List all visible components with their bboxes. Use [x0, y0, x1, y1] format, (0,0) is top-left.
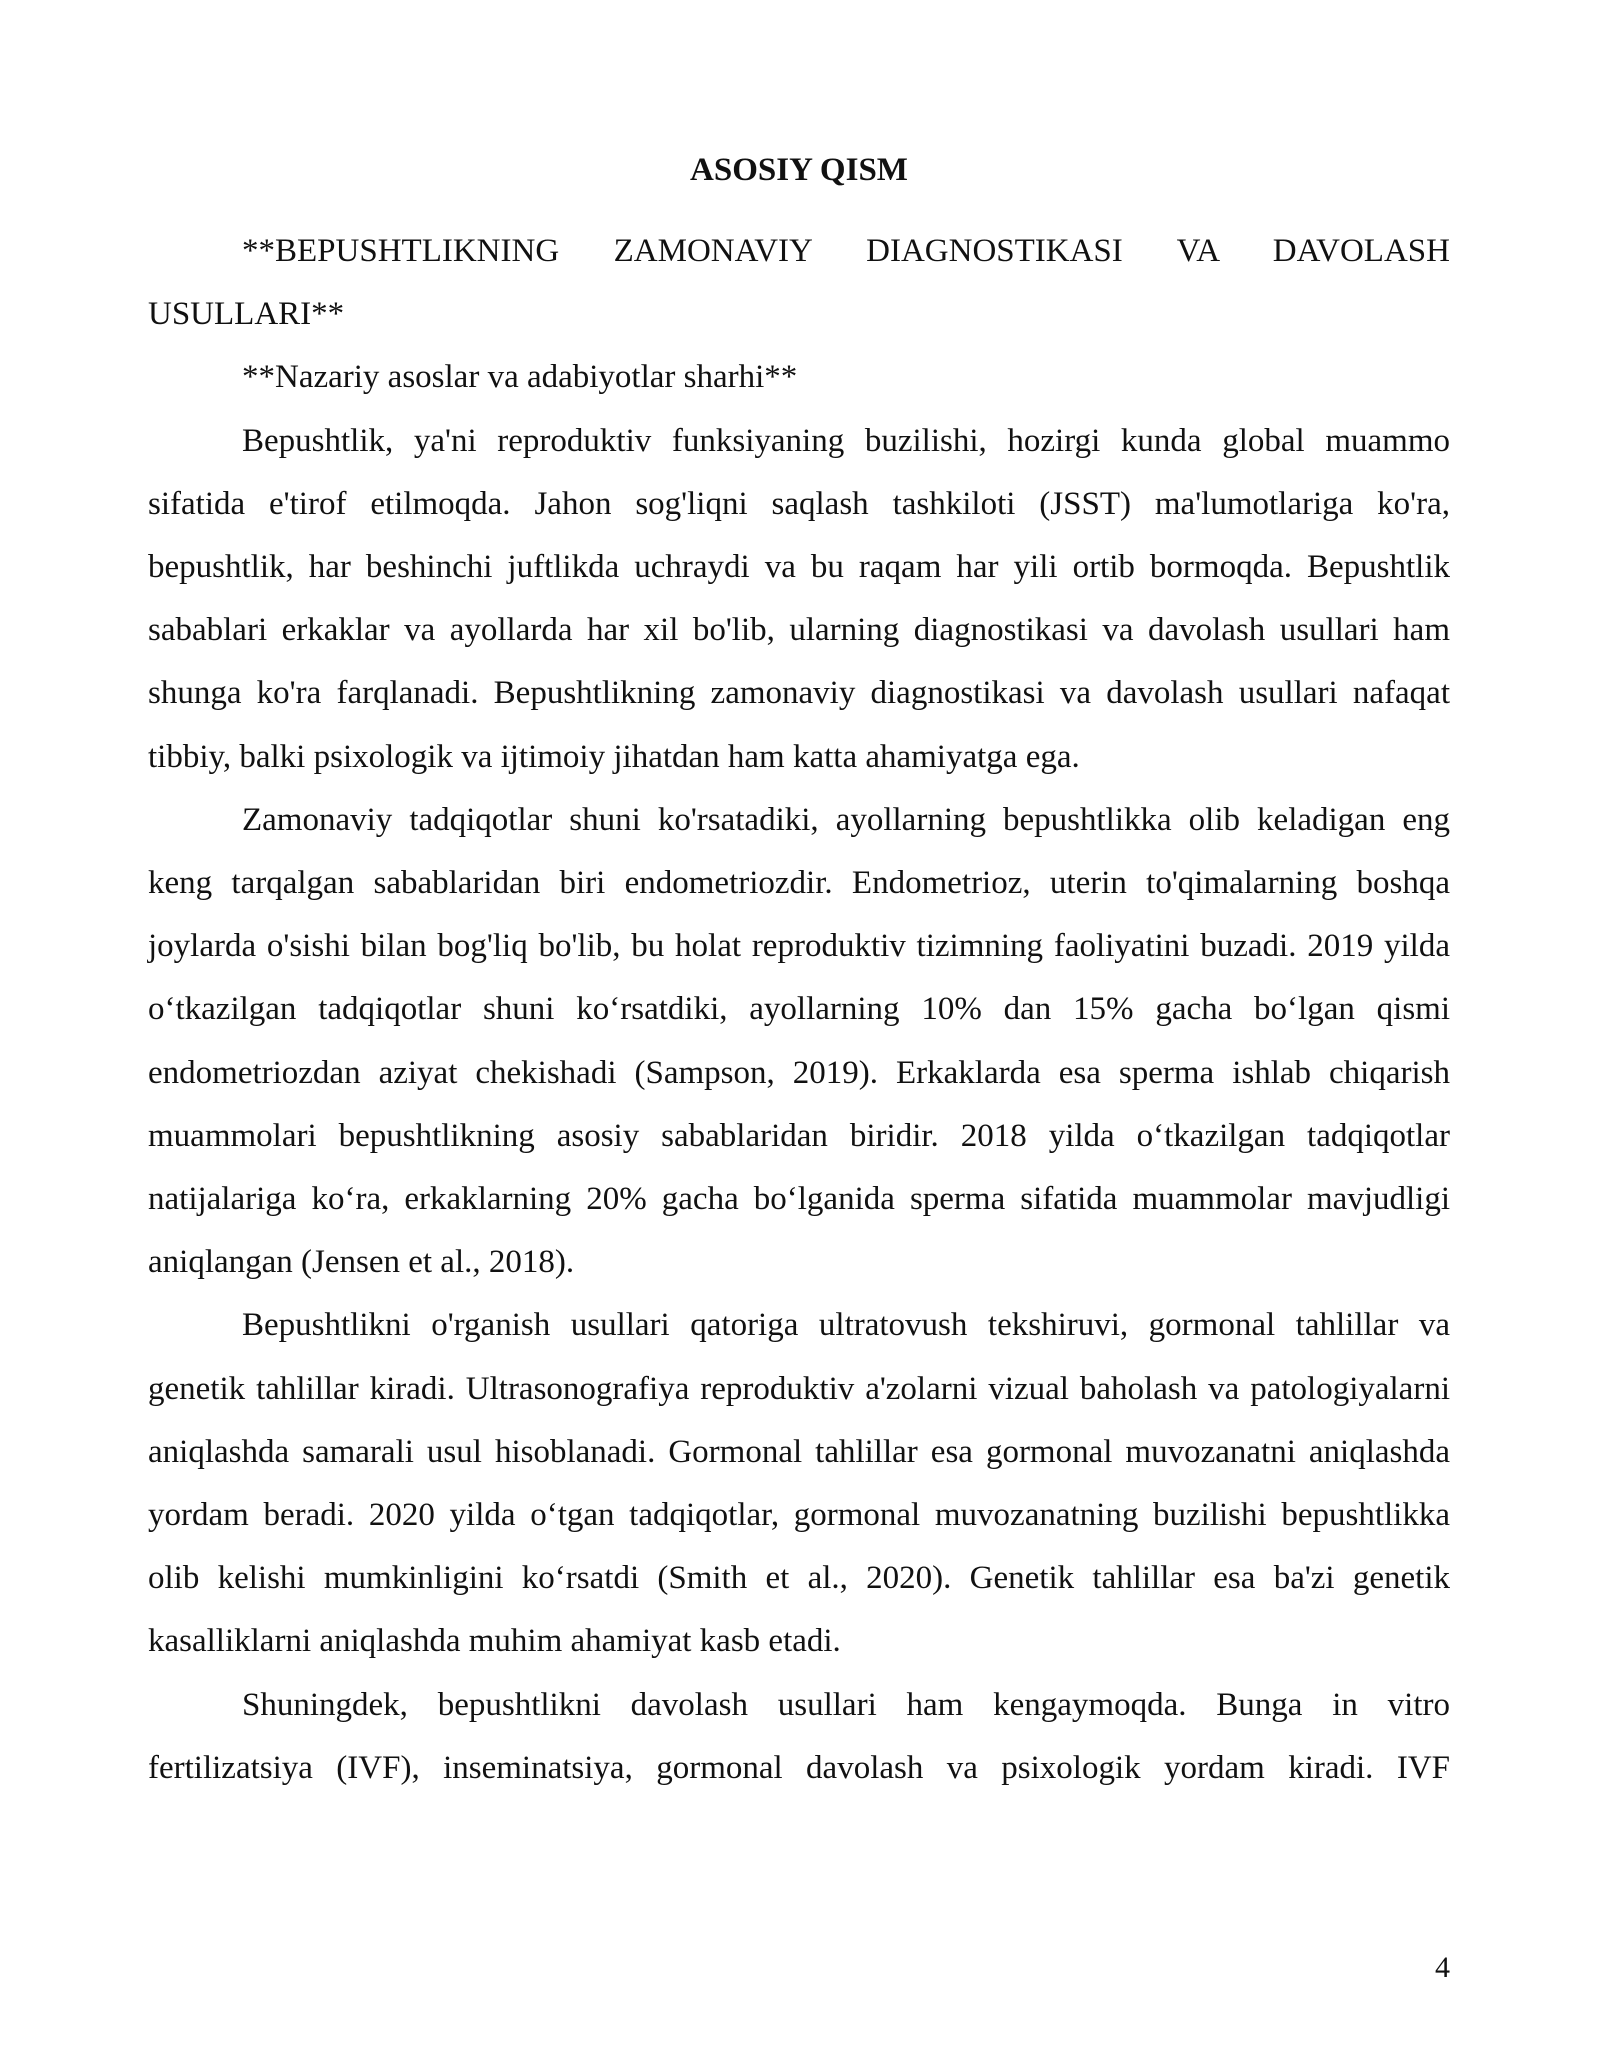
paragraph-4: Shuningdek, bepushtlikni davolash usullari ham kengaymoqda. Bunga in vitro fertilizatsiya (IVF), inseminatsiya, gormonal davolash va psixologik yordam kiradi. IVF	[148, 1686, 1450, 1786]
page-number: 4	[1435, 1951, 1450, 1984]
document-page	[148, 0, 1450, 2070]
subsection-title: **Nazariy asoslar va adabiyotlar sharhi**	[242, 359, 798, 396]
document-body	[148, 220, 1450, 1800]
paragraph-2: Zamonaviy tadqiqotlar shuni ko'rsatadiki, ayollarning bepushtlikka olib keladigan eng keng tarqalgan sabablaridan biri endometriozdir. Endometrioz, uterin to'qimalarning boshqa joylarda o'sishi bilan bog'liq bo'lib, bu holat reproduktiv tizimning faoliyatini buzadi. 2019 yilda o‘tkazilgan tadqiqotlar shuni ko‘rsatdiki, ayollarning 10% dan 15% gacha bo‘lgan qismi endometriozdan aziyat chekishadi (Sampson, 2019). Erkaklarda esa sperma ishlab chiqarish muammolari bepushtlikning asosiy sabablaridan biridir. 2018 yilda o‘tkazilgan tadqiqotlar natijalariga ko‘ra, erkaklarning 20% gacha bo‘lganida sperma sifatida muammolar mavjudligi aniqlangan (Jensen et al., 2018).	[148, 801, 1450, 1281]
section-title: **BEPUSHTLIKNING ZAMONAVIY DIAGNOSTIKASI VA DAVOLASH USULLARI**	[148, 233, 1450, 333]
paragraph-1: Bepushtlik, ya'ni reproduktiv funksiyaning buzilishi, hozirgi kunda global muammo sifatida e'tirof etilmoqda. Jahon sog'liqni saqlash tashkiloti (JSST) ma'lumotlariga ko'ra, bepushtlik, har beshinchi juftlikda uchraydi va bu raqam har yili ortib bormoqda. Bepushtlik sabablari erkaklar va ayollarda har xil bo'lib, ularning diagnostikasi va davolash usullari ham shunga ko'ra farqlanadi. Bepushtlikning zamonaviy diagnostikasi va davolash usullari nafaqat tibbiy, balki psixologik va ijtimoiy jihatdan ham katta ahamiyatga ega.	[148, 422, 1450, 775]
page-heading: ASOSIY QISM	[690, 152, 908, 188]
paragraph-3: Bepushtlikni o'rganish usullari qatoriga ultratovush tekshiruvi, gormonal tahlillar va genetik tahlillar kiradi. Ultrasonografiya reproduktiv a'zolarni vizual baholash va patologiyalarni aniqlashda samarali usul hisoblanadi. Gormonal tahlillar esa gormonal muvozanatni aniqlashda yordam beradi. 2020 yilda o‘tgan tadqiqotlar, gormonal muvozanatning buzilishi bepushtlikka olib kelishi mumkinligini ko‘rsatdi (Smith et al., 2020). Genetik tahlillar esa ba'zi genetik kasalliklarni aniqlashda muhim ahamiyat kasb etadi.	[148, 1307, 1450, 1660]
